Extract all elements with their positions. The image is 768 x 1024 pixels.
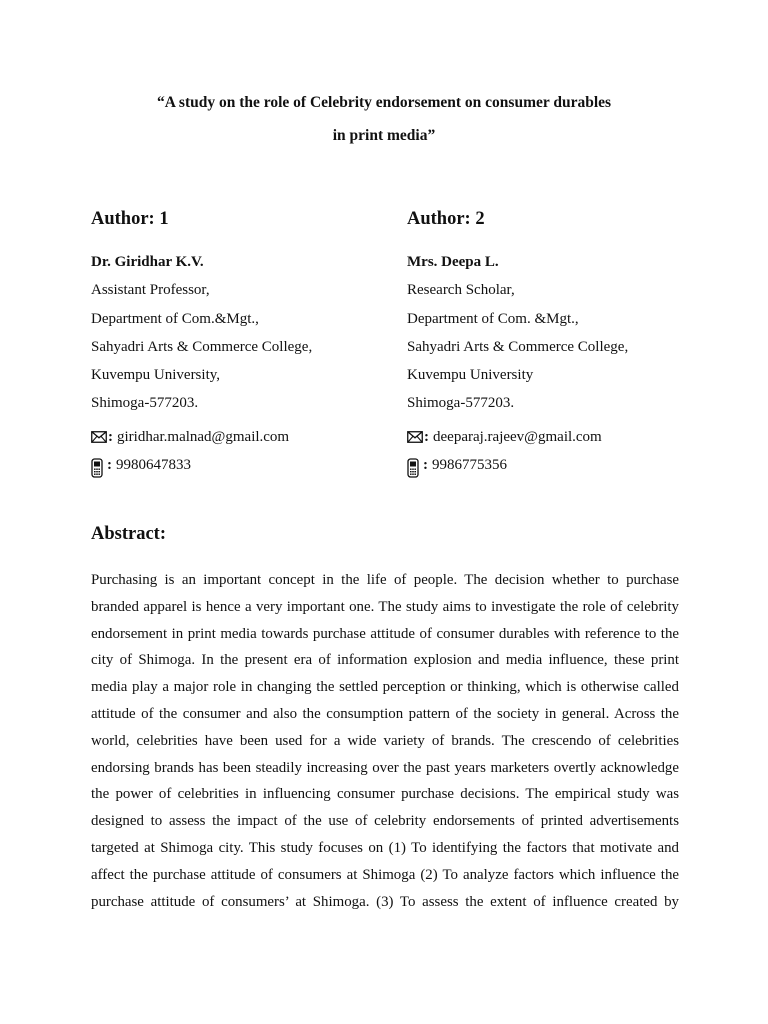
author-name: Dr. Giridhar K.V. — [91, 254, 204, 270]
author-department: Department of Com.&Mgt., — [91, 310, 259, 327]
author-city: Shimoga-577203. — [91, 395, 199, 412]
author-phone-row — [407, 451, 707, 479]
abstract-line: endorsement in print media towards purchase attitude of consumer durables with reference to the — [91, 625, 679, 642]
email-colon: : — [108, 428, 113, 445]
author-2-block — [407, 207, 707, 479]
author-phone: 9980647833 — [116, 457, 191, 474]
author-1-block — [91, 207, 391, 479]
author-university: Kuvempu University, — [91, 367, 221, 384]
abstract-line: the power of celebrities in influencing consumer purchase decisions. The empirical study was — [91, 786, 679, 803]
author-department: Department of Com. &Mgt., — [407, 310, 579, 327]
envelope-icon — [407, 431, 423, 443]
author-email-row — [91, 423, 391, 451]
author-college: Sahyadri Arts & Commerce College, — [407, 338, 629, 355]
author-email-row — [407, 423, 707, 451]
abstract-line: endorsing brands has been steadily increasing over the past years marketers overtly acknowledge — [91, 759, 679, 776]
abstract-line: designed to assess the impact of the use of celebrity endorsements of printed advertisements — [91, 813, 679, 830]
abstract-line: purchase attitude of consumers’ at Shimoga. (3) To assess the extent of influence created by — [91, 893, 679, 910]
abstract-line: Purchasing is an important concept in the life of people. The decision whether to purchase — [91, 572, 679, 588]
phone-colon: : — [423, 457, 428, 474]
author-email[interactable]: deeparaj.rajeev@gmail.com — [433, 428, 602, 445]
abstract-line: attitude of the consumer and also the consumption pattern of the society in general. Across the — [91, 705, 679, 722]
author-email[interactable]: giridhar.malnad@gmail.com — [117, 428, 290, 445]
email-colon: : — [424, 428, 429, 445]
author-designation: Assistant Professor, — [91, 282, 210, 299]
author-heading: Author: 2 — [407, 209, 485, 229]
author-city: Shimoga-577203. — [407, 395, 515, 412]
author-name: Mrs. Deepa L. — [407, 254, 499, 270]
paper-title-line-1: “A study on the role of Celebrity endorsement on consumer durables — [156, 94, 612, 111]
author-phone: 9986775356 — [432, 457, 507, 474]
abstract-line: world, celebrities have been used for a wide variety of brands. The crescendo of celebrities — [91, 732, 679, 749]
phone-colon: : — [107, 457, 112, 474]
author-designation: Research Scholar, — [407, 282, 515, 299]
author-phone-row — [91, 451, 391, 479]
abstract-line: affect the purchase attitude of consumers at Shimoga (2) To analyze factors which influence the — [91, 866, 679, 883]
abstract-line: media play a major role in changing the settled perception or thinking, which is otherwise called — [91, 679, 679, 696]
author-heading: Author: 1 — [91, 209, 169, 229]
abstract-line: targeted at Shimoga city. This study focuses on (1) To identifying the factors that motivate and — [91, 839, 679, 856]
abstract-heading: Abstract: — [91, 524, 167, 544]
abstract-body — [91, 571, 679, 919]
abstract-line: city of Shimoga. In the present era of information explosion and media influence, these print — [91, 652, 679, 669]
paper-title-line-2: in print media” — [332, 127, 436, 144]
mobile-phone-icon — [407, 458, 419, 478]
author-university: Kuvempu University — [407, 367, 534, 384]
mobile-phone-icon — [91, 458, 103, 478]
abstract-line: branded apparel is hence a very important one. The study aims to investigate the role of celebrity — [91, 598, 679, 615]
envelope-icon — [91, 431, 107, 443]
author-college: Sahyadri Arts & Commerce College, — [91, 338, 313, 355]
